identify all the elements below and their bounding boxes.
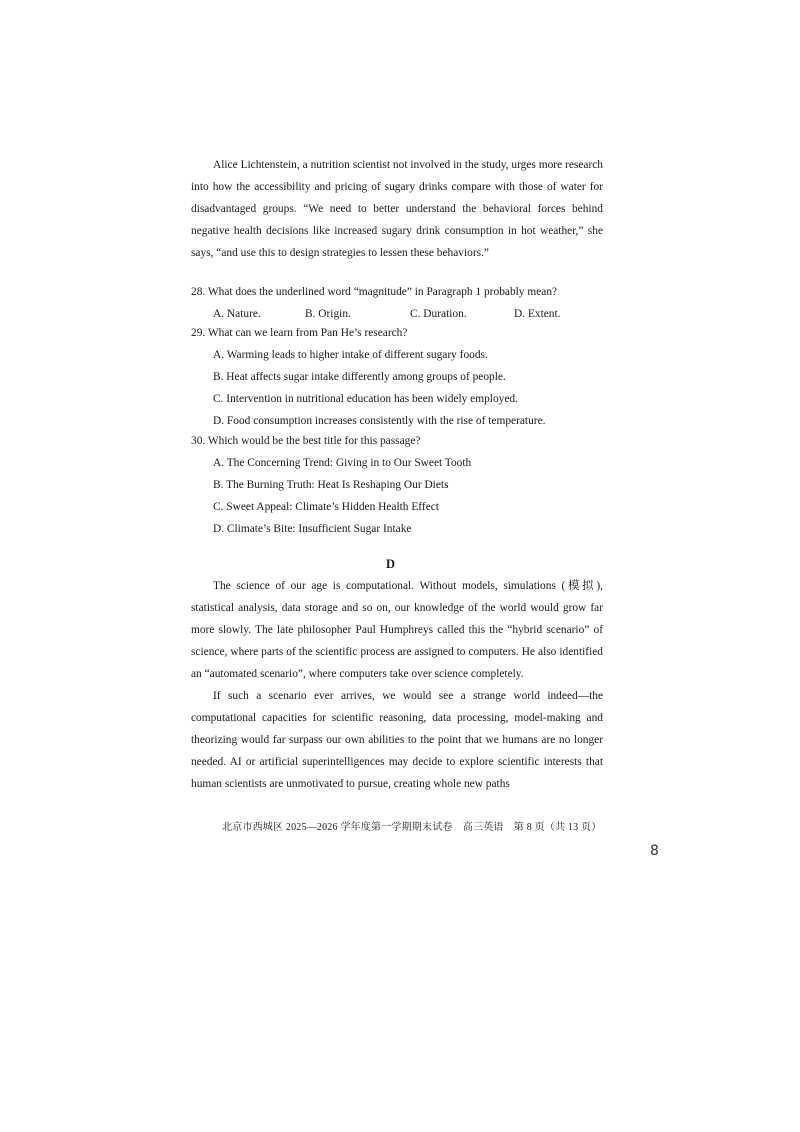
page-footer: 北京市西城区 2025—2026 学年度第一学期期末试卷 高三英语 第 8 页（共 13 页） — [222, 822, 602, 833]
question-30 — [191, 430, 603, 540]
question-stem: 28. What does the underlined word “magnitude” in Paragraph 1 probably mean? — [191, 286, 558, 298]
option-a: A. Warming leads to higher intake of different sugary foods. — [213, 349, 488, 361]
option-b: B. Origin. — [305, 308, 351, 320]
question-29 — [191, 322, 603, 432]
section-heading-d: D — [386, 557, 396, 571]
paragraph-computational-science: The science of our age is computational. Without models, simulations (模拟), statistical analysis, data storage and so on, our knowledge of the world would grow far more slowly. The late philosopher Paul Humphreys called this the “hybrid scenario” of science, where parts of the scientific process are assigned to computers. He also identified an “automated scenario”, where computers take over science completely. — [191, 580, 603, 680]
option-b: B. The Burning Truth: Heat Is Reshaping Our Diets — [213, 479, 449, 491]
option-a: A. The Concerning Trend: Giving in to Our Sweet Tooth — [213, 457, 472, 469]
option-c: C. Duration. — [410, 308, 467, 320]
option-d: D. Extent. — [514, 308, 561, 320]
question-28 — [191, 281, 603, 325]
option-a: A. Nature. — [213, 308, 261, 320]
paragraph-automated-scenario: If such a scenario ever arrives, we would see a strange world indeed—the computational capacities for scientific reasoning, data processing, model-making and theorizing would far surpass our own abilities to the point that we humans are no longer needed. AI or artificial superintelligences may decide to explore scientific interests that human scientists are unmotivated to pursue, creating whole new paths — [191, 690, 603, 790]
option-b: B. Heat affects sugar intake differently among groups of people. — [213, 371, 506, 383]
option-d: D. Food consumption increases consistently with the rise of temperature. — [213, 415, 546, 427]
option-c: C. Intervention in nutritional education has been widely employed. — [213, 393, 518, 405]
question-stem: 30. Which would be the best title for this passage? — [191, 435, 421, 447]
question-stem: 29. What can we learn from Pan He’s research? — [191, 327, 408, 339]
paragraph-lichtenstein: Alice Lichtenstein, a nutrition scientist not involved in the study, urges more research into how the accessibility and pricing of sugary drinks compare with those of water for disadvantaged groups. “We need to better understand the behavioral forces behind negative health decisions like increased sugary drink consumption in hot weather,” she says, “and use this to design strategies to lessen these behaviors.” — [191, 159, 603, 259]
option-d: D. Climate’s Bite: Insufficient Sugar Intake — [213, 523, 412, 535]
option-c: C. Sweet Appeal: Climate’s Hidden Health Effect — [213, 501, 439, 513]
page-number: 8 — [650, 843, 659, 859]
passage-d — [191, 575, 603, 795]
passage-c-closing — [191, 154, 603, 264]
